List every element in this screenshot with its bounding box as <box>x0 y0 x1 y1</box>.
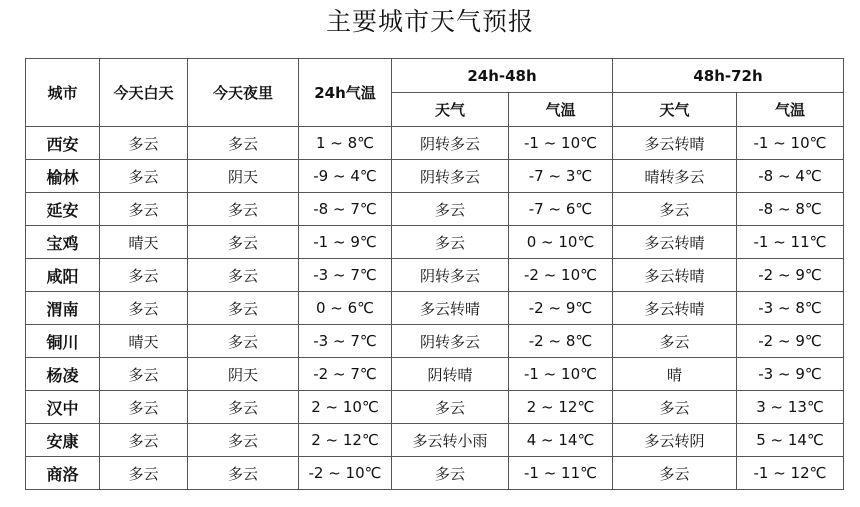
cell-weather-48h: 多云 <box>392 391 509 424</box>
header-temp-24h: 24h气温 <box>299 59 392 127</box>
cell-temp-72h: -3 ~ 8℃ <box>737 292 844 325</box>
cell-temp-72h: -3 ~ 9℃ <box>737 358 844 391</box>
cell-today-night: 多云 <box>188 127 299 160</box>
cell-weather-48h: 阴转晴 <box>392 358 509 391</box>
cell-today-night: 多云 <box>188 193 299 226</box>
cell-today-night: 多云 <box>188 391 299 424</box>
cell-temp-72h: -2 ~ 9℃ <box>737 325 844 358</box>
cell-today-night: 多云 <box>188 424 299 457</box>
cell-temp-24h: 1 ~ 8℃ <box>299 127 392 160</box>
table-header <box>26 59 844 127</box>
cell-today-day: 多云 <box>100 424 188 457</box>
cell-today-night: 阴天 <box>188 160 299 193</box>
cell-temp-24h: -9 ~ 4℃ <box>299 160 392 193</box>
cell-temp-72h: -2 ~ 9℃ <box>737 259 844 292</box>
header-city: 城市 <box>26 59 100 127</box>
table-row <box>26 457 844 490</box>
cell-today-day: 多云 <box>100 259 188 292</box>
cell-temp-72h: 3 ~ 13℃ <box>737 391 844 424</box>
header-weather-72h: 天气 <box>613 93 737 127</box>
cell-today-day: 多云 <box>100 292 188 325</box>
cell-weather-48h: 多云转晴 <box>392 292 509 325</box>
header-today-night: 今天夜里 <box>188 59 299 127</box>
table-row <box>26 424 844 457</box>
cell-city: 商洛 <box>26 457 100 490</box>
cell-weather-48h: 多云 <box>392 226 509 259</box>
cell-temp-72h: -1 ~ 10℃ <box>737 127 844 160</box>
cell-temp-24h: -8 ~ 7℃ <box>299 193 392 226</box>
cell-weather-48h: 多云 <box>392 193 509 226</box>
cell-temp-24h: -2 ~ 10℃ <box>299 457 392 490</box>
cell-weather-72h: 多云 <box>613 325 737 358</box>
cell-city: 咸阳 <box>26 259 100 292</box>
table-row <box>26 193 844 226</box>
page-title: 主要城市天气预报 <box>325 7 534 36</box>
cell-temp-24h: 2 ~ 10℃ <box>299 391 392 424</box>
table-row <box>26 391 844 424</box>
header-weather-48h: 天气 <box>392 93 509 127</box>
cell-today-day: 晴天 <box>100 226 188 259</box>
cell-temp-24h: -3 ~ 7℃ <box>299 259 392 292</box>
cell-today-night: 多云 <box>188 292 299 325</box>
cell-weather-48h: 阴转多云 <box>392 259 509 292</box>
cell-weather-72h: 多云 <box>613 457 737 490</box>
cell-weather-72h: 多云转晴 <box>613 259 737 292</box>
header-today-day: 今天白天 <box>100 59 188 127</box>
header-group-48-72h: 48h-72h <box>613 59 844 93</box>
cell-weather-72h: 多云 <box>613 193 737 226</box>
cell-temp-24h: -2 ~ 7℃ <box>299 358 392 391</box>
cell-today-day: 多云 <box>100 457 188 490</box>
cell-today-day: 多云 <box>100 193 188 226</box>
cell-temp-48h: -1 ~ 10℃ <box>509 358 613 391</box>
cell-today-night: 阴天 <box>188 358 299 391</box>
cell-today-day: 多云 <box>100 358 188 391</box>
cell-weather-72h: 多云转晴 <box>613 292 737 325</box>
cell-today-night: 多云 <box>188 226 299 259</box>
table-row <box>26 127 844 160</box>
cell-temp-48h: -2 ~ 10℃ <box>509 259 613 292</box>
table-row <box>26 358 844 391</box>
cell-temp-48h: -2 ~ 9℃ <box>509 292 613 325</box>
cell-temp-72h: -8 ~ 4℃ <box>737 160 844 193</box>
cell-weather-48h: 多云 <box>392 457 509 490</box>
cell-temp-48h: -7 ~ 6℃ <box>509 193 613 226</box>
cell-temp-72h: 5 ~ 14℃ <box>737 424 844 457</box>
cell-weather-72h: 晴 <box>613 358 737 391</box>
cell-city: 榆林 <box>26 160 100 193</box>
table-row <box>26 325 844 358</box>
table-row <box>26 226 844 259</box>
cell-temp-72h: -1 ~ 11℃ <box>737 226 844 259</box>
cell-weather-48h: 阴转多云 <box>392 325 509 358</box>
cell-city: 汉中 <box>26 391 100 424</box>
cell-today-night: 多云 <box>188 259 299 292</box>
cell-weather-72h: 多云转晴 <box>613 127 737 160</box>
cell-temp-48h: 2 ~ 12℃ <box>509 391 613 424</box>
cell-temp-48h: -2 ~ 8℃ <box>509 325 613 358</box>
table-body <box>26 127 844 490</box>
cell-temp-24h: 0 ~ 6℃ <box>299 292 392 325</box>
cell-weather-48h: 阴转多云 <box>392 160 509 193</box>
cell-city: 渭南 <box>26 292 100 325</box>
cell-weather-72h: 多云转阴 <box>613 424 737 457</box>
cell-temp-48h: -1 ~ 10℃ <box>509 127 613 160</box>
forecast-table <box>25 58 844 490</box>
cell-temp-72h: -1 ~ 12℃ <box>737 457 844 490</box>
header-temp-72h: 气温 <box>737 93 844 127</box>
cell-city: 西安 <box>26 127 100 160</box>
cell-today-night: 多云 <box>188 325 299 358</box>
cell-weather-48h: 多云转小雨 <box>392 424 509 457</box>
cell-today-day: 多云 <box>100 127 188 160</box>
cell-temp-24h: -1 ~ 9℃ <box>299 226 392 259</box>
cell-weather-72h: 多云转晴 <box>613 226 737 259</box>
cell-temp-24h: 2 ~ 12℃ <box>299 424 392 457</box>
cell-temp-48h: -7 ~ 3℃ <box>509 160 613 193</box>
cell-city: 铜川 <box>26 325 100 358</box>
cell-today-day: 多云 <box>100 160 188 193</box>
cell-today-night: 多云 <box>188 457 299 490</box>
header-group-24-48h: 24h-48h <box>392 59 613 93</box>
cell-temp-72h: -8 ~ 8℃ <box>737 193 844 226</box>
cell-temp-24h: -3 ~ 7℃ <box>299 325 392 358</box>
cell-weather-72h: 晴转多云 <box>613 160 737 193</box>
header-temp-48h: 气温 <box>509 93 613 127</box>
cell-today-day: 多云 <box>100 391 188 424</box>
cell-temp-48h: 4 ~ 14℃ <box>509 424 613 457</box>
cell-city: 延安 <box>26 193 100 226</box>
cell-weather-72h: 多云 <box>613 391 737 424</box>
cell-city: 安康 <box>26 424 100 457</box>
cell-temp-48h: -1 ~ 11℃ <box>509 457 613 490</box>
cell-today-day: 晴天 <box>100 325 188 358</box>
table-row <box>26 259 844 292</box>
cell-city: 宝鸡 <box>26 226 100 259</box>
table-row <box>26 160 844 193</box>
cell-weather-48h: 阴转多云 <box>392 127 509 160</box>
table-row <box>26 292 844 325</box>
cell-temp-48h: 0 ~ 10℃ <box>509 226 613 259</box>
cell-city: 杨凌 <box>26 358 100 391</box>
